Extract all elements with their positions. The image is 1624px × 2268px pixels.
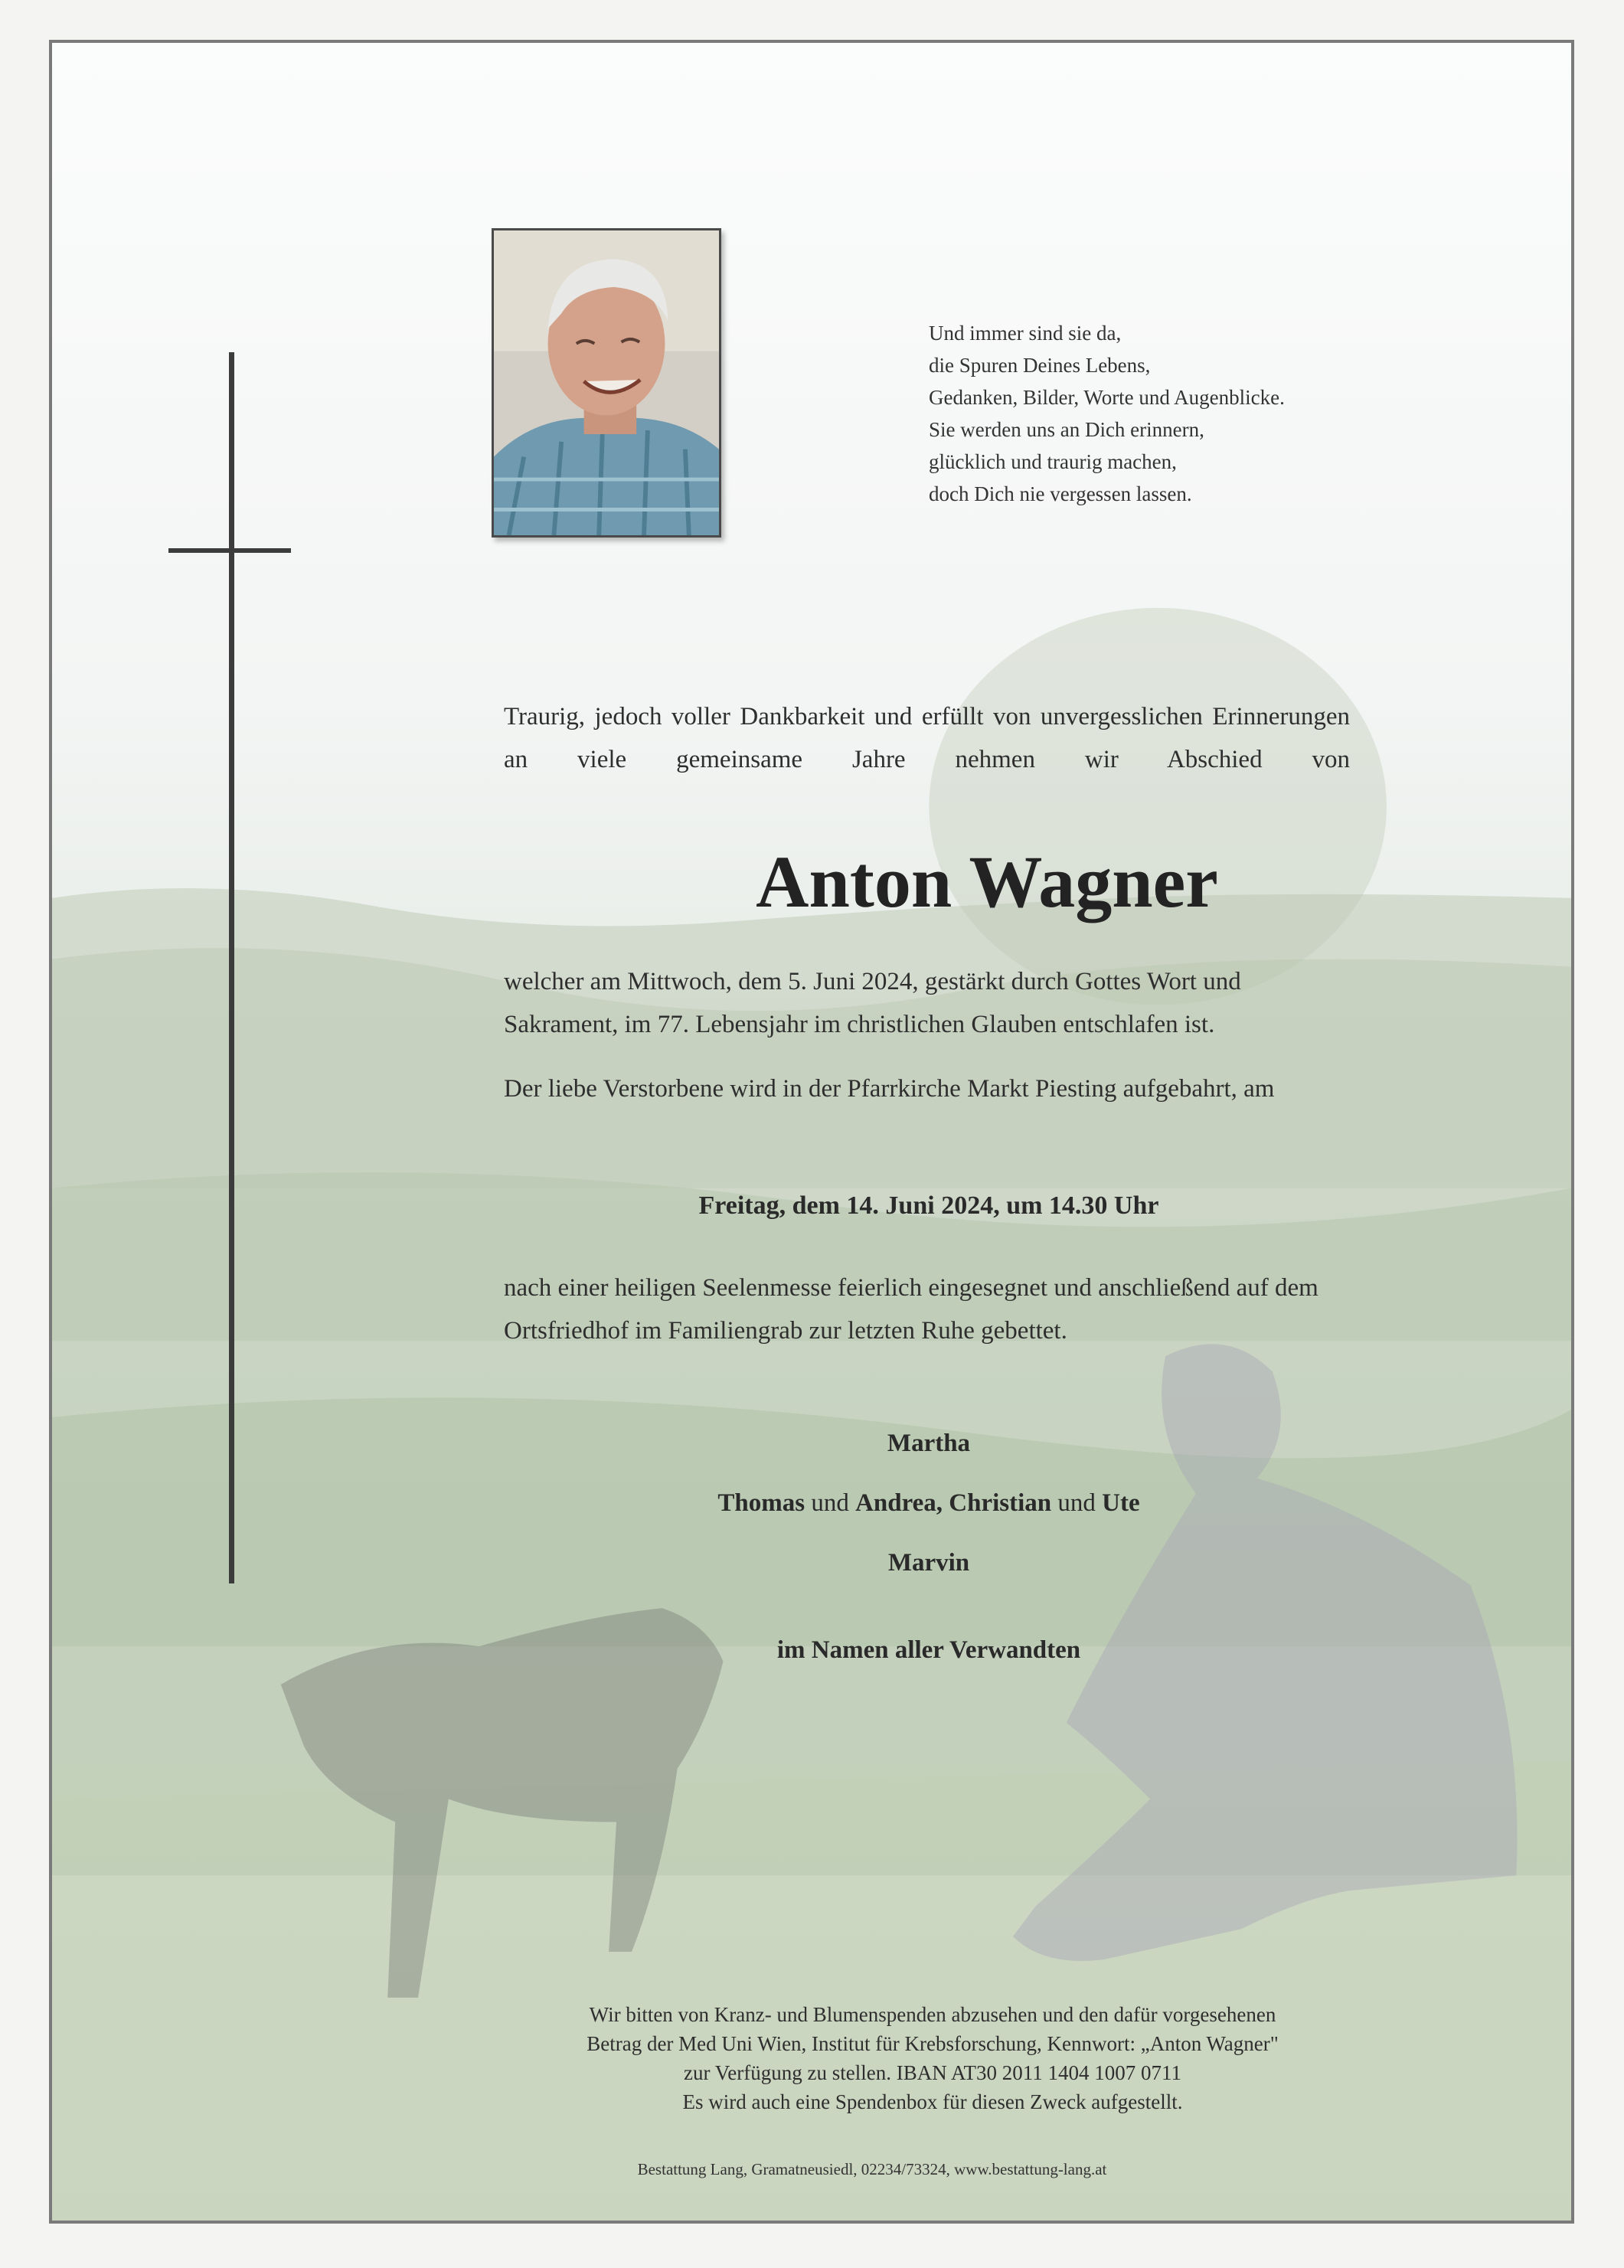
obituary-card [49,40,1574,2224]
laying-in-state-text: Der liebe Verstorbene wird in der Pfarrkirche Markt Piesting aufgebahrt, am [504,1075,1275,1103]
conjunction: und [1057,1489,1096,1517]
mourners-list [504,1413,1354,1680]
cross-horizontal-bar [168,548,291,553]
poem-line: Gedanken, Bilder, Worte und Augenblicke. [929,386,1285,409]
cross-vertical-bar [229,352,234,1583]
poem-line: die Spuren Deines Lebens, [929,354,1151,377]
poem-line: Sie werden uns an Dich erinnern, [929,418,1204,441]
poem-line: doch Dich nie vergessen lassen. [929,482,1192,505]
mourner-name: Thomas [717,1489,805,1517]
burial-text: nach einer heiligen Seelenmesse feierlich eingesegnet und anschließend auf dem Ortsfriedhof im Familiengrab zur letzten Ruhe gebettet. [504,1274,1318,1345]
memorial-poem [929,317,1419,510]
poem-line: glücklich und traurig machen, [929,450,1177,473]
donation-line: Wir bitten von Kranz- und Blumenspenden abzusehen und den dafür vorgesehenen [589,2003,1276,2026]
mourners-closing: im Namen aller Verwandten [776,1636,1081,1664]
conjunction: und [811,1489,849,1517]
portrait-photo [492,228,721,538]
funeral-home-footer: Bestattung Lang, Gramatneusiedl, 02234/73324, www.bestattung-lang.at [637,2160,1107,2178]
intro-text: Traurig, jedoch voller Dankbarkeit und erfüllt von unvergesslichen Erinnerungen an viele gemeinsame Jahre nehmen wir Abschied von [504,703,1350,773]
funeral-date: Freitag, dem 14. Juni 2024, um 14.30 Uhr [698,1191,1159,1220]
donation-line: zur Verfügung zu stellen. IBAN AT30 2011 1404 1007 0711 [684,2061,1181,2084]
mourner-name: Andrea, Christian [855,1489,1052,1517]
mourner-name: Ute [1102,1489,1140,1517]
poem-line: Und immer sind sie da, [929,322,1122,345]
deceased-name: Anton Wagner [756,841,1218,923]
donation-line: Es wird auch eine Spendenbox für diesen Zweck aufgestellt. [682,2090,1183,2113]
mourner-name: Martha [887,1430,971,1457]
donation-line: Betrag der Med Uni Wien, Institut für Krebsforschung, Kennwort: „Anton Wagner" [587,2032,1279,2055]
donation-notice [435,2000,1430,2116]
death-notice-text: welcher am Mittwoch, dem 5. Juni 2024, gestärkt durch Gottes Wort und Sakrament, im 77. Lebensjahr im christlichen Glauben entschlafen ist. [504,968,1241,1038]
mourner-name: Marvin [887,1549,970,1577]
